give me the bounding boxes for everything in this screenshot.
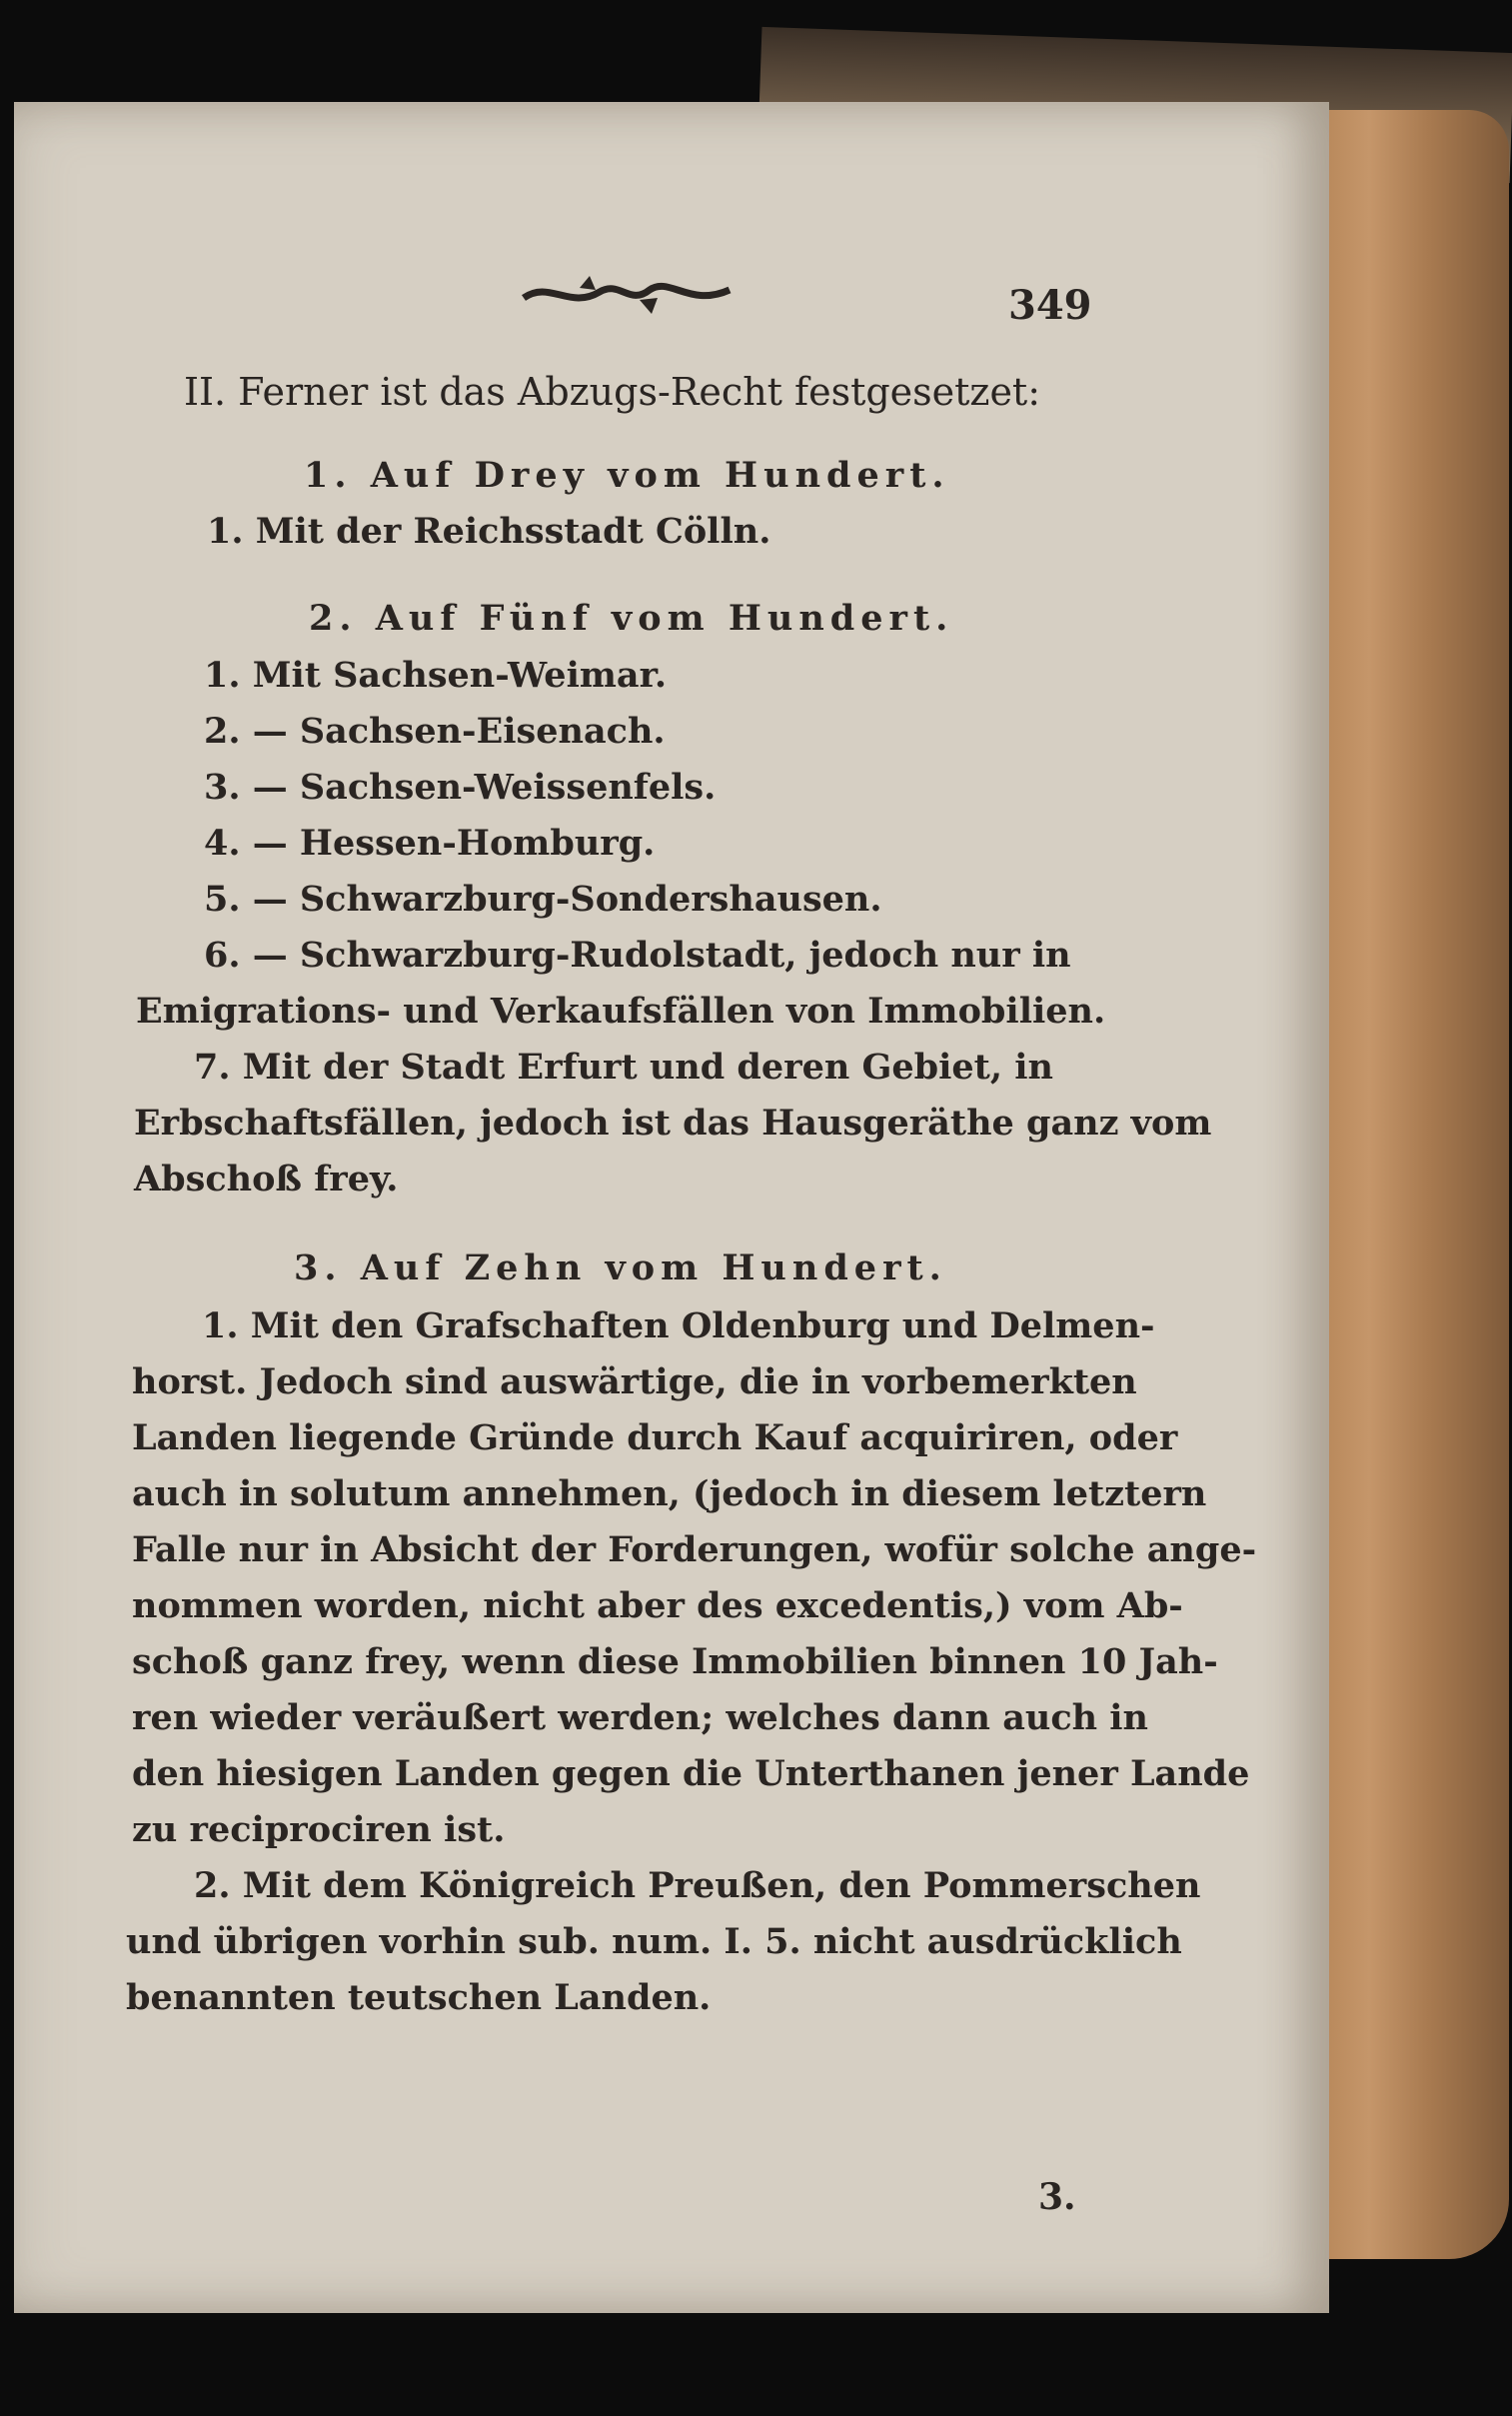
list-item: ren wieder veräußert werden; welches dann auch in xyxy=(132,1697,1148,1738)
list-item: 1. Mit den Grafschaften Oldenburg und Delmen- xyxy=(202,1305,1155,1346)
list-item: Landen liegende Gründe durch Kauf acquiriren, oder xyxy=(132,1417,1178,1458)
list-item: 2. Mit dem Königreich Preußen, den Pommerschen xyxy=(194,1865,1201,1906)
list-item: 4. — Hessen-Homburg. xyxy=(204,823,656,864)
list-item: 5. — Schwarzburg-Sondershausen. xyxy=(204,879,882,920)
list-item: nommen worden, nicht aber des excedentis,) vom Ab- xyxy=(132,1585,1183,1626)
book-page xyxy=(14,102,1329,2313)
list-item: horst. Jedoch sind auswärtige, die in vorbemerkten xyxy=(132,1361,1137,1402)
list-item: und übrigen vorhin sub. num. I. 5. nicht ausdrücklich xyxy=(126,1921,1182,1962)
list-item: 1. Mit Sachsen-Weimar. xyxy=(204,655,667,696)
list-item: 3. — Sachsen-Weissenfels. xyxy=(204,767,717,808)
page-number: 349 xyxy=(1008,282,1092,329)
list-item: 2. — Sachsen-Eisenach. xyxy=(204,711,666,752)
list-item: auch in solutum annehmen, (jedoch in diesem letztern xyxy=(132,1473,1207,1514)
list-item: 1. Mit der Reichsstadt Cölln. xyxy=(207,511,771,552)
list-item: Emigrations- und Verkaufsfällen von Immobilien. xyxy=(136,991,1106,1032)
section-title: 3. Auf Zehn vom Hundert. xyxy=(294,1247,947,1288)
list-item: Abschoß frey. xyxy=(134,1159,399,1200)
list-item: Erbschaftsfällen, jedoch ist das Hausgeräthe ganz vom xyxy=(134,1103,1212,1144)
list-item: Falle nur in Absicht der Forderungen, wofür solche ange- xyxy=(132,1529,1257,1570)
list-item: zu reciprociren ist. xyxy=(132,1809,506,1850)
list-item: 6. — Schwarzburg-Rudolstadt, jedoch nur in xyxy=(204,935,1071,976)
book-page-edges xyxy=(1309,110,1509,2259)
main-heading: II. Ferner ist das Abzugs-Recht festgesetzet: xyxy=(184,370,1041,414)
list-item: benannten teutschen Landen. xyxy=(126,1977,712,2018)
ornament-icon xyxy=(520,270,734,320)
list-item: 7. Mit der Stadt Erfurt und deren Gebiet, in xyxy=(194,1047,1053,1088)
list-item: schoß ganz frey, wenn diese Immobilien binnen 10 Jah- xyxy=(132,1641,1218,1682)
section-title: 1. Auf Drey vom Hundert. xyxy=(304,455,950,496)
section-title: 2. Auf Fünf vom Hundert. xyxy=(309,598,954,639)
catchword: 3. xyxy=(1038,2176,1076,2218)
list-item: den hiesigen Landen gegen die Unterthanen jener Lande xyxy=(132,1753,1250,1794)
